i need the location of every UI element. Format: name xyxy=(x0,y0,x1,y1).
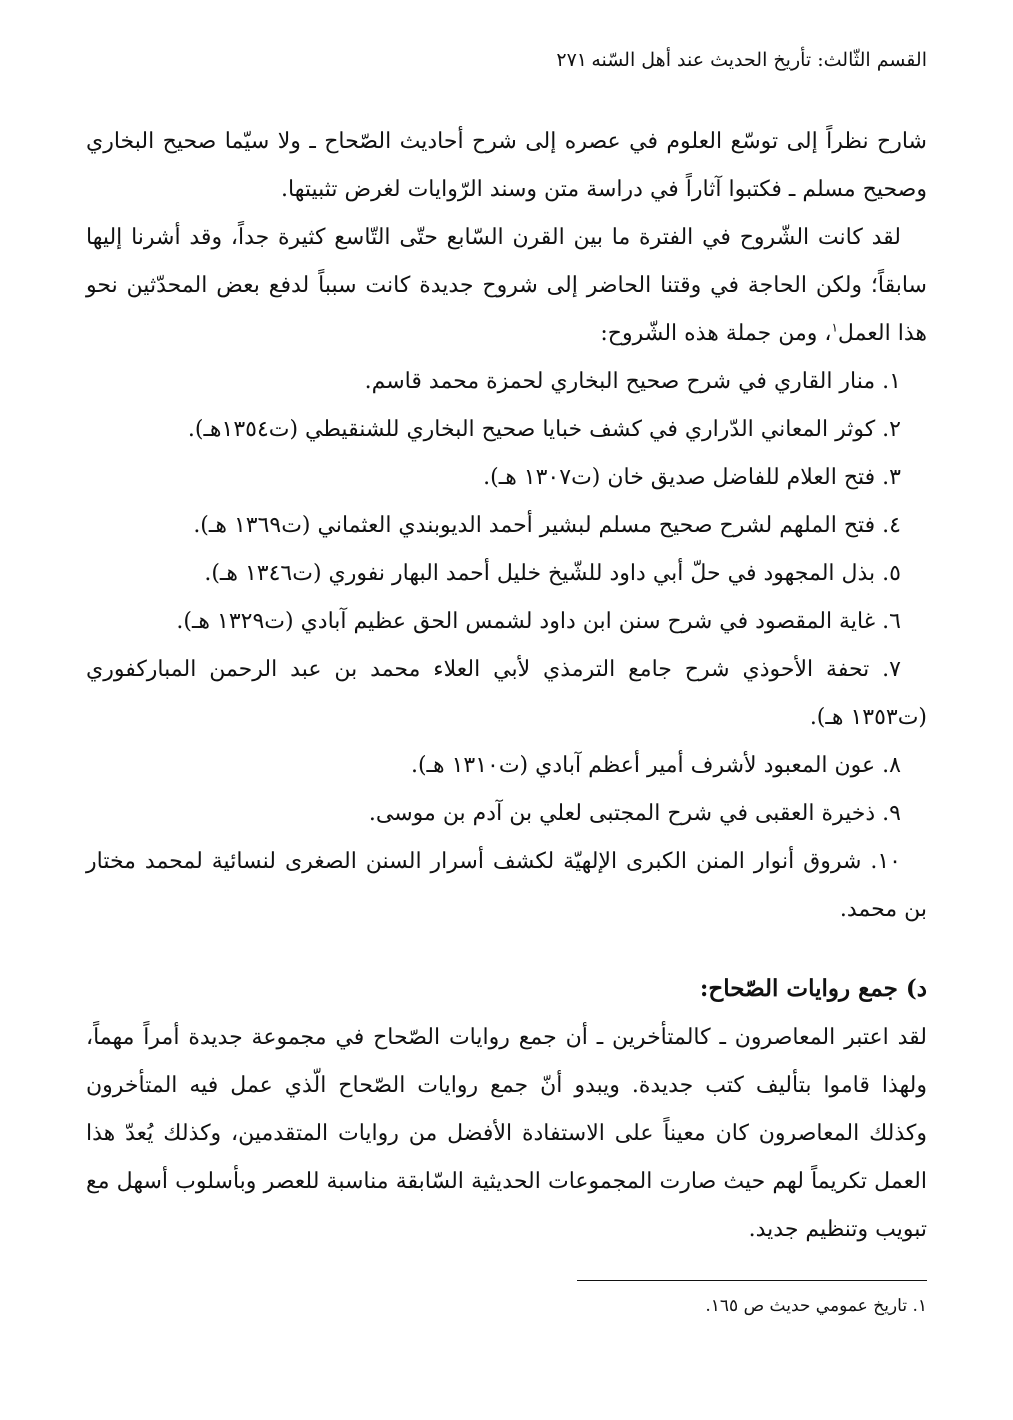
commentaries-list xyxy=(86,358,927,934)
list-item: ٩. ذخيرة العقبى في شرح المجتبى لعلي بن آدم بن موسى. xyxy=(368,801,901,826)
list-item: ٥. بذل المجهود في حلّ أبي داود للشّيخ خليل أحمد البهار نفوري (ت١٣٤٦ هـ). xyxy=(204,561,901,586)
section-heading: د) جمع روايات الصّحاح: xyxy=(699,975,927,1002)
list-item: ٣. فتح العلام للفاضل صديق خان (ت١٣٠٧ هـ). xyxy=(483,465,901,490)
list-item: ٦. غاية المقصود في شرح سنن ابن داود لشمس الحق عظيم آبادي (ت١٣٢٩ هـ). xyxy=(176,609,901,634)
paragraph-collections: لقد اعتبر المعاصرون ـ كالمتأخرين ـ أن جمع روايات الصّحاح في مجموعة جديدة أمراً مهماً، ولهذا قاموا بتأليف كتب جديدة. ويبدو أنّ جمع روايات الصّحاح الّذي عمل فيه المتأخرون وكذلك المعاصرون كان معيناً على الاستفادة الأفضل من روايات المتقدمين، وكذلك يُعدّ هذا العمل تكريماً لهم حيث صارت المجموعات الحديثية السّابقة مناسبة للعصر وبأسلوب أسهل مع تبويب وتنظيم جديد. xyxy=(86,1025,927,1242)
list-item: ٤. فتح الملهم لشرح صحيح مسلم لبشير أحمد الديوبندي العثماني (ت١٣٦٩ هـ). xyxy=(193,513,901,538)
list-item: ١. منار القاري في شرح صحيح البخاري لحمزة محمد قاسم. xyxy=(364,369,901,394)
list-item: ٨. عون المعبود لأشرف أمير أعظم آبادي (ت١٣١٠ هـ). xyxy=(410,753,901,778)
footnote: ١. تاريخ عمومي حديث ص ١٦٥. xyxy=(705,1296,927,1316)
paragraph-text: لقد كانت الشّروح في الفترة ما بين القرن السّابع حتّى التّاسع كثيرة جداً، وقد أشرنا إليها سابقاً؛ ولكن الحاجة في وقتنا الحاضر إلى شروح جديدة كانت سبباً لدفع بعض المحدّثين نحو هذا العمل xyxy=(86,225,927,346)
list-item: ٧. تحفة الأحوذي شرح جامع الترمذي لأبي العلاء محمد بن عبد الرحمن المباركفوري (ت١٣٥٣ هـ). xyxy=(86,657,927,730)
running-header xyxy=(86,40,927,80)
paragraph-continuation: شارح نظراً إلى توسّع العلوم في عصره إلى شرح أحاديث الصّحاح ـ ولا سيّما صحيح البخاري وصحيح مسلم ـ فكتبوا آثاراً في دراسة متن وسند الرّوايات لغرض تثبيتها. xyxy=(86,129,927,202)
header-title: القسم الثّالث: تأريخ الحديث عند أهل السّنه xyxy=(591,49,927,71)
document-page xyxy=(86,40,927,1400)
paragraph-commentaries-intro xyxy=(86,214,927,358)
body-text xyxy=(86,118,927,1254)
list-item: ١٠. شروق أنوار المنن الكبرى الإلهيّة لكشف أسرار السنن الصغرى لنسائية لمحمد مختار بن محمد. xyxy=(86,849,927,922)
paragraph-text-end: ، ومن جملة هذه الشّروح: xyxy=(600,321,832,346)
page-number: ٢٧١ xyxy=(556,49,587,71)
footnote-divider xyxy=(577,1280,927,1281)
list-item: ٢. كوثر المعاني الدّراري في كشف خبايا صحيح البخاري للشنقيطي (ت١٣٥٤هـ). xyxy=(187,417,901,442)
footnote-reference[interactable]: ١ xyxy=(831,320,838,335)
